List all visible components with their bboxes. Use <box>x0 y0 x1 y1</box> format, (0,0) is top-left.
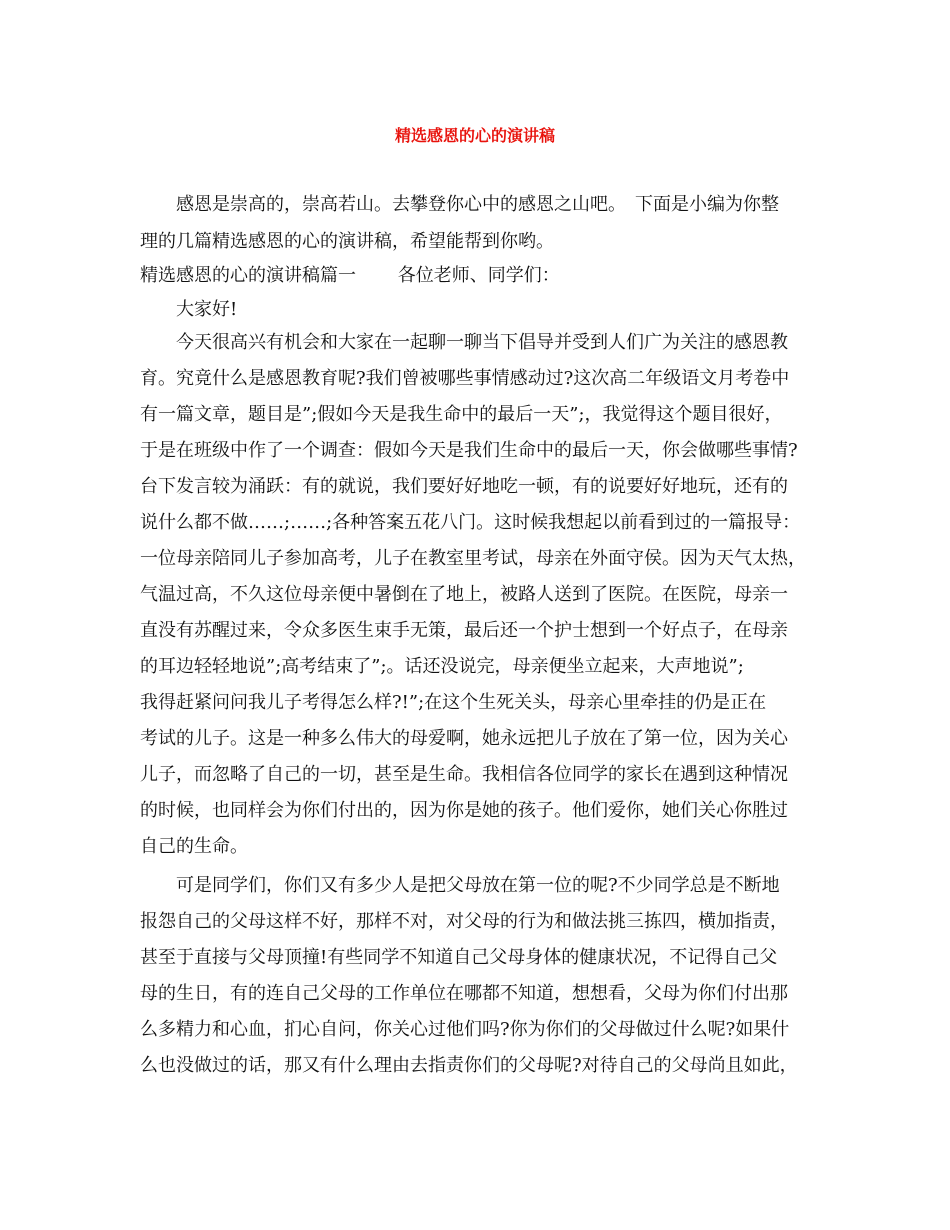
body-line-9: 台下发言较为涌跃：有的就说，我们要好好地吃一顿，有的说要好好地玩，还有的 <box>140 476 788 497</box>
body-line-24: 么多精力和心血，扪心自问，你关心过他们吗?你为你们的父母做过什么呢?如果什 <box>140 1019 790 1040</box>
body-line-19: 自己的生命。 <box>140 836 248 857</box>
body-line-4: 大家好! <box>140 299 238 320</box>
body-line-22: 甚至于直接与父母顶撞!有些同学不知道自己父母身体的健康状况，不记得自己父 <box>140 947 778 968</box>
body-line-16: 考试的儿子。这是一种多么伟大的母爱啊，她永远把儿子放在了第一位，因为关心 <box>140 728 788 749</box>
body-line-10: 说什么都不做……;……;各种答案五花八门。这时候我想起以前看到过的一篇报导： <box>140 512 801 533</box>
body-line-17: 儿子，而忽略了自己的一切，甚至是生命。我相信各位同学的家长在遇到这种情况 <box>140 764 788 785</box>
body-line-7: 有一篇文章，题目是”;假如今天是我生命中的最后一天”;，我觉得这个题目很好， <box>140 404 783 425</box>
body-line-2: 理的几篇精选感恩的心的演讲稿，希望能帮到你哟。 <box>140 231 554 252</box>
section-heading-line: 精选感恩的心的演讲稿篇一 各位老师、同学们： <box>140 265 560 286</box>
body-line-8: 于是在班级中作了一个调查：假如今天是我们生命中的最后一天，你会做哪些事情? <box>140 440 798 461</box>
body-line-11: 一位母亲陪同儿子参加高考，儿子在教室里考试，母亲在外面守侯。因为天气太热， <box>140 548 806 569</box>
body-line-23: 母的生日，有的连自己父母的工作单位在哪都不知道，想想看，父母为你们付出那 <box>140 983 788 1004</box>
body-line-18: 的时候，也同样会为你们付出的，因为你是她的孩子。他们爱你，她们关心你胜过 <box>140 800 788 821</box>
body-line-13: 直没有苏醒过来，令众多医生束手无策，最后还一个护士想到一个好点子，在母亲 <box>140 620 788 641</box>
body-line-21: 报怨自己的父母这样不好，那样不对，对父母的行为和做法挑三拣四，横加指责， <box>140 911 788 932</box>
document-title: 精选感恩的心的演讲稿 <box>394 126 555 145</box>
body-line-6: 育。究竟什么是感恩教育呢?我们曾被哪些事情感动过?这次高二年级语文月考卷中 <box>140 368 790 389</box>
body-line-15: 我得赶紧问问我儿子考得怎么样?!”;在这个生死关头，母亲心里牵挂的仍是正在 <box>140 692 767 713</box>
body-line-20: 可是同学们，你们又有多少人是把父母放在第一位的呢?不少同学总是不断地 <box>140 875 780 896</box>
body-line-1: 感恩是崇高的，崇高若山。去攀登你心中的感恩之山吧。 下面是小编为你整 <box>140 194 779 215</box>
body-line-14: 的耳边轻轻地说”;高考结束了”;。话还没说完，母亲便坐立起来，大声地说”; <box>140 656 744 677</box>
body-line-25: 么也没做过的话，那又有什么理由去指责你们的父母呢?对待自己的父母尚且如此， <box>140 1055 798 1076</box>
body-line-5: 今天很高兴有机会和大家在一起聊一聊当下倡导并受到人们广为关注的感恩教 <box>140 332 788 353</box>
body-line-12: 气温过高，不久这位母亲便中暑倒在了地上，被路人送到了医院。在医院，母亲一 <box>140 584 788 605</box>
